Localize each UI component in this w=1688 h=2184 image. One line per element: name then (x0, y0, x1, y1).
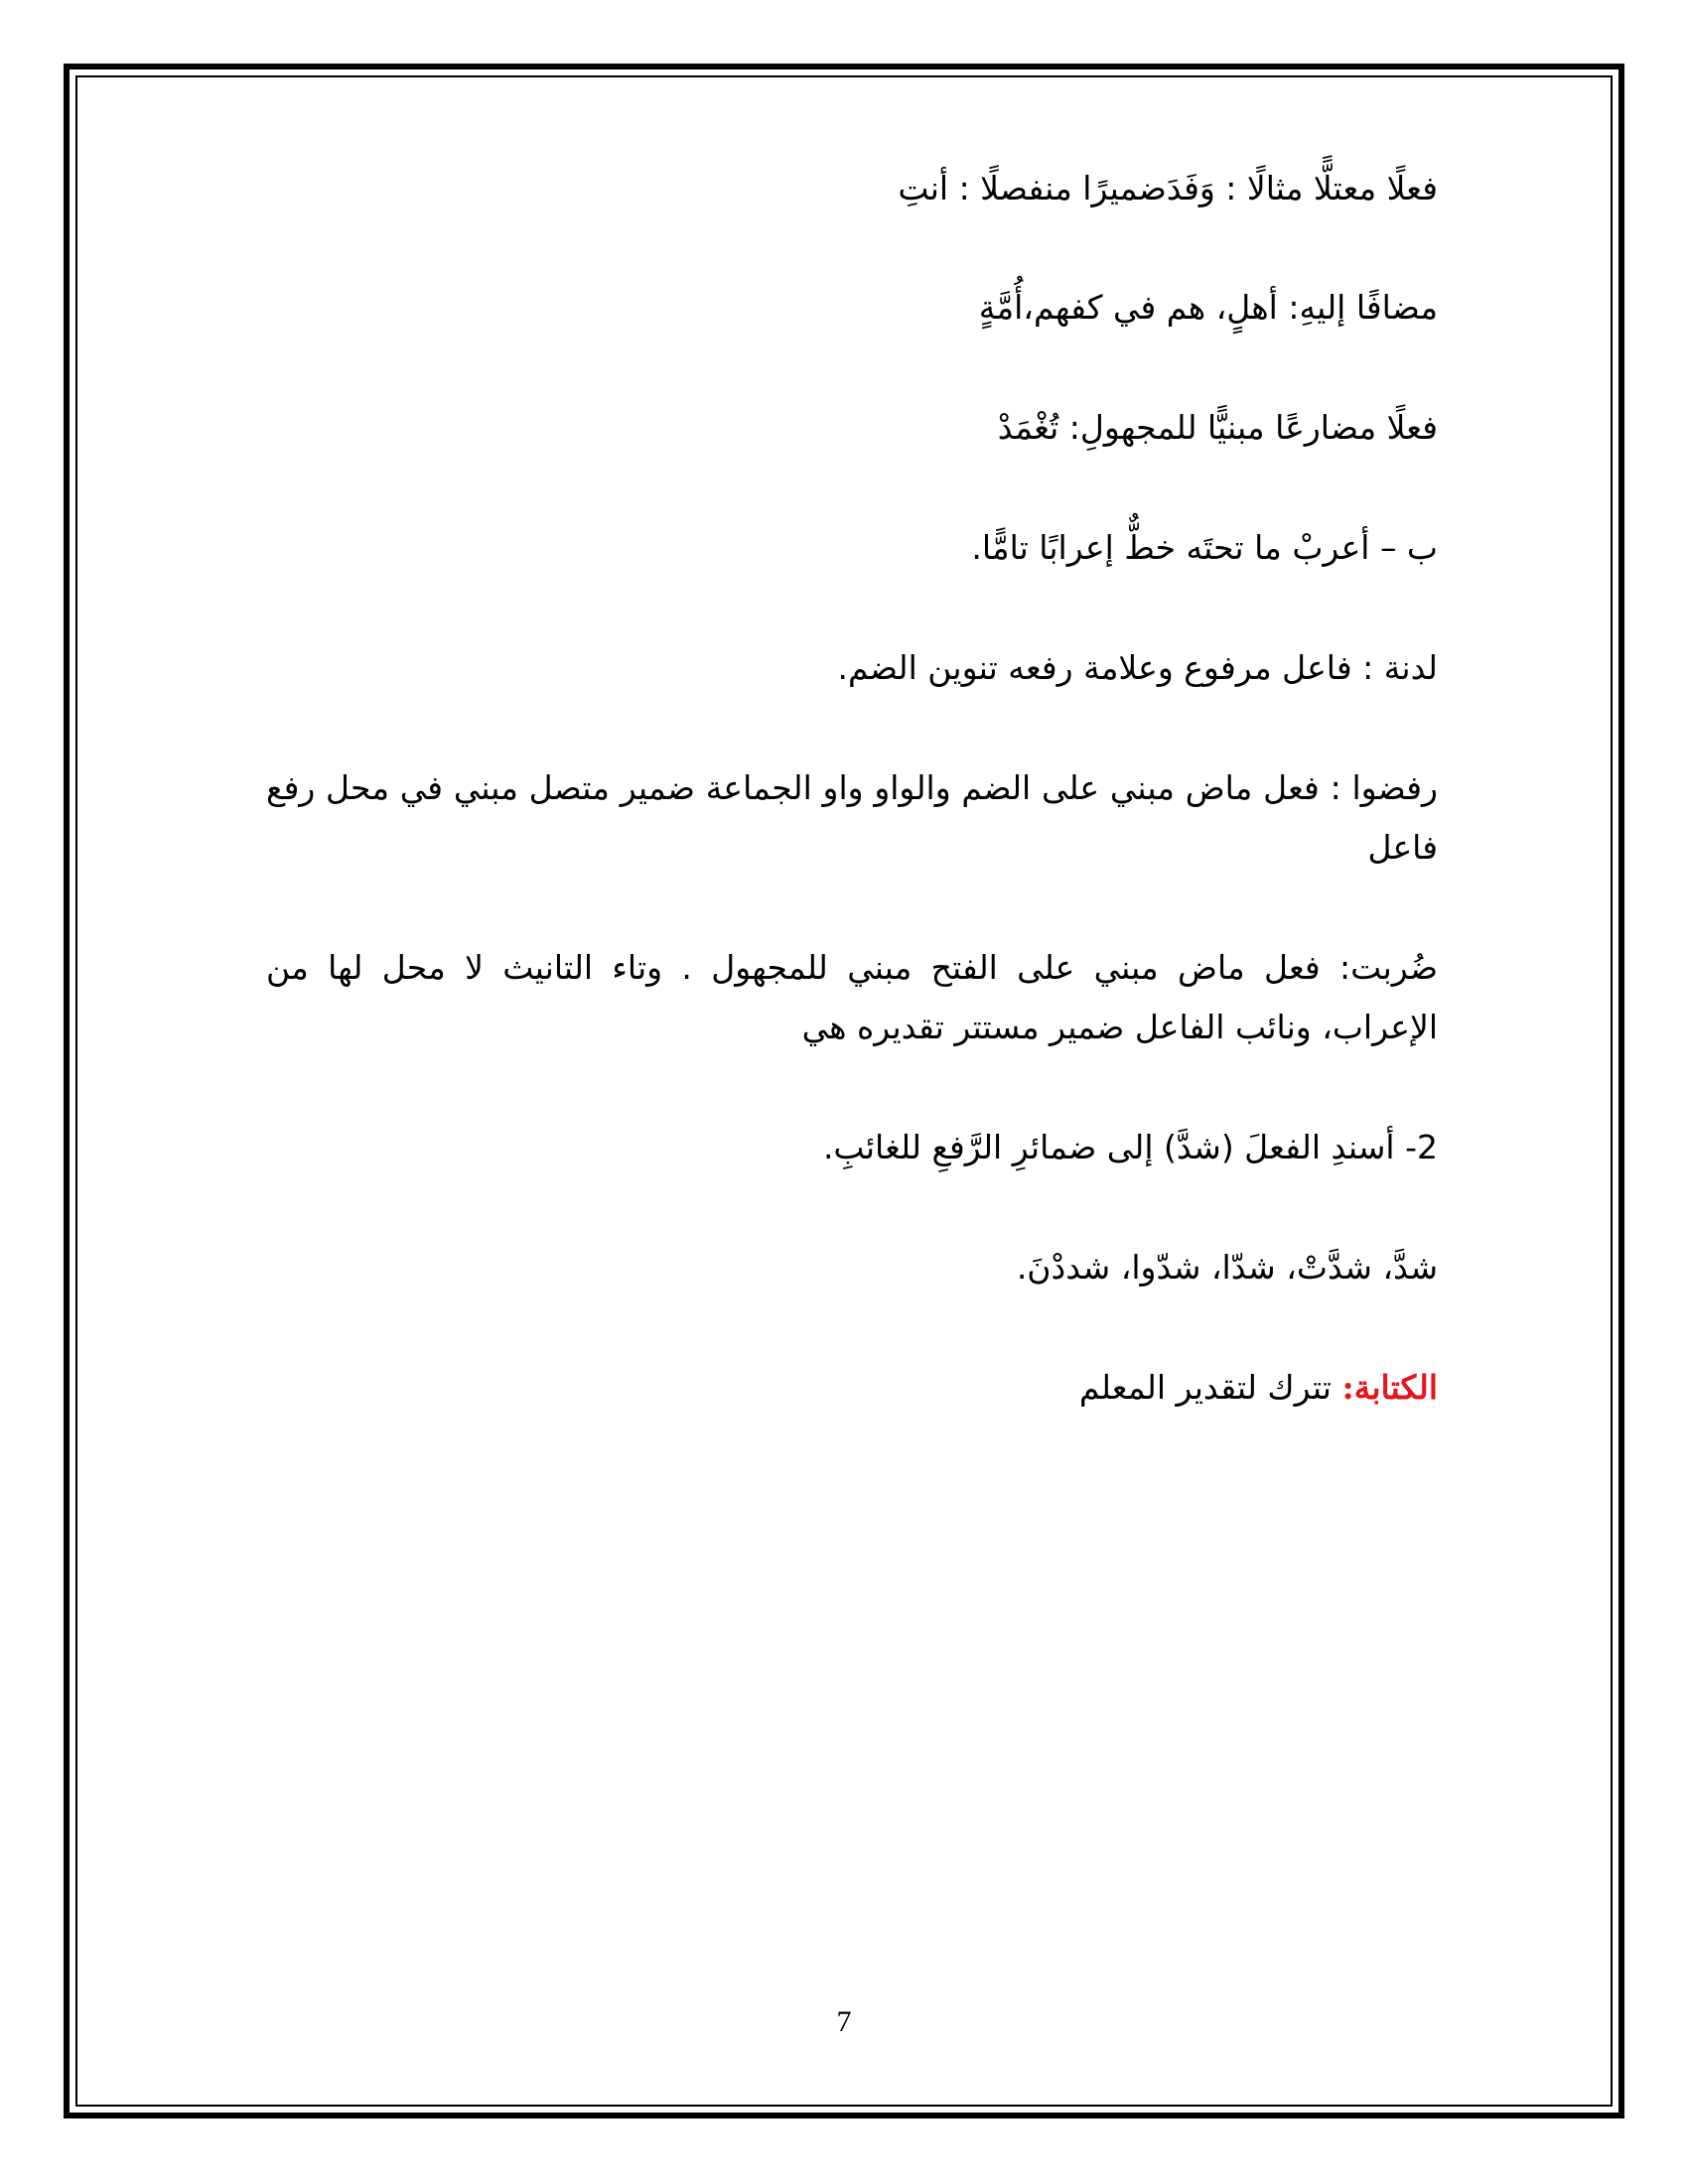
line-example-verb-and-pronoun: فعلًا معتلًّا مثالًا : وَفَدَضميرًا منفصلًا : أنتِ (898, 169, 1438, 207)
answer-shadda-conjugation: شدَّ، شدَّتْ، شدّا، شدّوا، شددْنَ. (1016, 1248, 1438, 1287)
page-content (266, 139, 1438, 1418)
page-number: 7 (836, 2005, 852, 2038)
writing-label: الكتابة: (1341, 1368, 1438, 1407)
line-passive-present-verb: فعلًا مضارعًا مبنيًّا للمجهولِ: تُغْمَدْ (997, 408, 1438, 447)
question-b-parse: ب – أعربْ ما تحتَه خطٌّ إعرابًا تامًّا. (971, 528, 1438, 567)
answer-ladna: لدنة : فاعل مرفوع وعلامة رفعه تنوين الضم. (837, 648, 1438, 687)
writing-section (266, 1358, 1438, 1418)
answer-duribat: ضُربت: فعل ماض مبني على الفتح مبني للمجهول . وتاء التانيث لا محل لها من الإعراب، ونائب الفاعل ضمير مستتر تقديره هي (266, 948, 1438, 1046)
writing-text: تترك لتقدير المعلم (1078, 1368, 1342, 1407)
line-mudaf-ilayh: مضافًا إليهِ: أهلٍ، هم في كفهم،أُمَّةٍ (978, 288, 1438, 327)
answer-rafadu: رفضوا : فعل ماض مبني على الضم والواو واو الجماعة ضمير متصل مبني في محل رفع فاعل (266, 768, 1438, 867)
question-2-assign-verb: 2- أسندِ الفعلَ (شدَّ) إلى ضمائرِ الرَّفعِ للغائبِ. (822, 1128, 1438, 1166)
